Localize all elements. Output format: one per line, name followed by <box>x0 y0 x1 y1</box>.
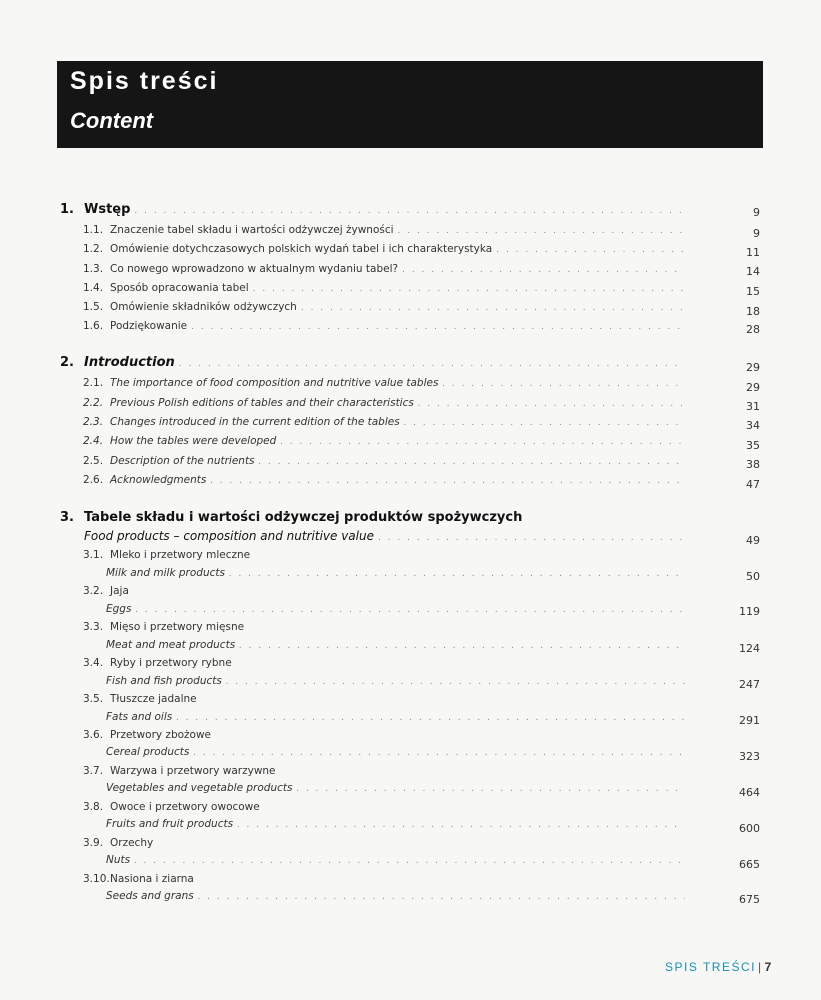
toc-section-1[interactable] <box>60 202 685 217</box>
item-page: 124 <box>739 642 760 655</box>
item-number: 3.9. <box>83 837 104 849</box>
section-title: Introduction <box>84 355 175 370</box>
page-footer: SPIS TREŚCI | 7 <box>665 960 773 974</box>
item-number: 1.4. <box>83 282 104 294</box>
section-number: 2. <box>60 355 74 370</box>
dot-leader <box>398 226 685 236</box>
toc-item-en[interactable] <box>106 818 685 830</box>
item-text: Acknowledgments <box>110 474 207 486</box>
dot-leader <box>418 399 685 409</box>
dot-leader <box>402 265 685 275</box>
item-page: 291 <box>739 714 760 727</box>
item-page: 11 <box>746 246 760 259</box>
item-text: Nasiona i ziarna <box>110 873 194 885</box>
section-number: 3. <box>60 510 74 525</box>
title-polish: Spis treści <box>70 67 219 95</box>
item-number: 2.3. <box>83 416 104 428</box>
section-subtitle-text: Food products – composition and nutritive value <box>84 529 374 543</box>
item-page: 9 <box>753 227 760 240</box>
dot-leader <box>301 303 685 313</box>
item-text: Co nowego wprowadzono w aktualnym wydaniu tabel? <box>110 263 399 275</box>
toc-item-pl[interactable] <box>83 693 685 705</box>
toc-item-pl[interactable] <box>83 837 685 849</box>
toc-item-en[interactable] <box>106 603 685 615</box>
item-text-en: Fats and oils <box>106 711 173 723</box>
item-text: Przetwory zbożowe <box>110 729 212 741</box>
dot-leader <box>496 245 685 255</box>
item-text-en: Fish and fish products <box>106 675 222 687</box>
item-text: Jaja <box>110 585 129 597</box>
item-text: Orzechy <box>110 837 154 849</box>
item-page: 14 <box>746 265 760 278</box>
title-english: Content <box>70 108 154 133</box>
item-text-en: Meat and meat products <box>106 639 236 651</box>
item-number: 3.10. <box>83 873 110 885</box>
item-text: Mleko i przetwory mleczne <box>110 549 251 561</box>
item-number: 3.3. <box>83 621 104 633</box>
dot-leader <box>193 748 685 758</box>
toc-section-3[interactable] <box>60 510 685 525</box>
item-page: 600 <box>739 822 760 835</box>
toc-header <box>57 61 763 148</box>
dot-leader <box>239 641 685 651</box>
toc-item[interactable] <box>83 243 685 255</box>
item-text: Omówienie składników odżywczych <box>110 301 297 313</box>
item-page: 38 <box>746 458 760 471</box>
item-text: Description of the nutrients <box>110 455 255 467</box>
dot-leader <box>237 820 685 830</box>
section-page: 49 <box>746 534 760 547</box>
section-number: 1. <box>60 202 74 217</box>
item-page: 323 <box>739 750 760 763</box>
item-number: 3.4. <box>83 657 104 669</box>
toc-item-pl[interactable] <box>83 621 685 633</box>
item-page: 675 <box>739 893 760 906</box>
dot-leader <box>442 379 685 389</box>
toc-item[interactable] <box>83 224 685 236</box>
item-text: Warzywa i przetwory warzywne <box>110 765 276 777</box>
item-number: 2.6. <box>83 474 104 486</box>
dot-leader <box>134 856 685 866</box>
item-page: 50 <box>746 570 760 583</box>
item-text: Tłuszcze jadalne <box>110 693 197 705</box>
section-page: 29 <box>746 361 760 374</box>
toc-item-en[interactable] <box>106 746 685 758</box>
toc-item-pl[interactable] <box>83 585 685 597</box>
item-text-en: Vegetables and vegetable products <box>106 782 293 794</box>
toc-item-en[interactable] <box>106 711 685 723</box>
dot-leader <box>191 322 685 332</box>
item-number: 2.4. <box>83 435 104 447</box>
item-number: 3.7. <box>83 765 104 777</box>
item-text: Previous Polish editions of tables and their characteristics <box>110 397 414 409</box>
toc-item-en[interactable] <box>106 782 685 794</box>
section-title: Tabele składu i wartości odżywczej produktów spożywczych <box>84 510 523 525</box>
toc-item[interactable] <box>83 397 685 409</box>
item-text-en: Nuts <box>106 854 131 866</box>
dot-leader <box>296 784 685 794</box>
dot-leader <box>198 892 685 902</box>
item-text-en: Eggs <box>106 603 132 615</box>
dot-leader <box>179 359 685 369</box>
item-page: 464 <box>739 786 760 799</box>
item-text: Omówienie dotychczasowych polskich wydań tabel i ich charakterystyka <box>110 243 493 255</box>
item-text-en: Cereal products <box>106 746 190 758</box>
item-number: 1.5. <box>83 301 104 313</box>
dot-leader <box>259 457 685 467</box>
toc-item-pl[interactable] <box>83 873 685 885</box>
item-number: 1.1. <box>83 224 104 236</box>
dot-leader <box>135 605 685 615</box>
item-text: Ryby i przetwory rybne <box>110 657 232 669</box>
item-page: 34 <box>746 419 760 432</box>
item-text: Owoce i przetwory owocowe <box>110 801 260 813</box>
toc-item[interactable] <box>83 301 685 313</box>
item-text-en: Fruits and fruit products <box>106 818 234 830</box>
item-page: 15 <box>746 285 760 298</box>
dot-leader <box>229 569 685 579</box>
toc-item-en[interactable] <box>106 890 685 902</box>
item-page: 28 <box>746 323 760 336</box>
item-text: The importance of food composition and nutritive value tables <box>110 377 439 389</box>
item-page: 31 <box>746 400 760 413</box>
toc-item[interactable] <box>83 320 685 332</box>
item-text: Changes introduced in the current edition of the tables <box>110 416 400 428</box>
item-number: 3.5. <box>83 693 104 705</box>
item-number: 1.6. <box>83 320 104 332</box>
item-text: Sposób opracowania tabel <box>110 282 249 294</box>
dot-leader <box>226 677 685 687</box>
item-number: 2.2. <box>83 397 104 409</box>
item-page: 119 <box>739 605 760 618</box>
section-subtitle[interactable] <box>84 529 685 543</box>
toc-item-en[interactable] <box>106 639 685 651</box>
item-page: 665 <box>739 858 760 871</box>
toc-item-pl[interactable] <box>83 657 685 669</box>
dot-leader <box>378 533 685 543</box>
toc-item-pl[interactable] <box>83 729 685 741</box>
toc-item-en[interactable] <box>106 567 685 579</box>
item-number: 3.1. <box>83 549 104 561</box>
item-number: 2.1. <box>83 377 104 389</box>
item-text: How the tables were developed <box>110 435 277 447</box>
dot-leader <box>134 206 685 216</box>
item-page: 247 <box>739 678 760 691</box>
section-page: 9 <box>753 206 760 219</box>
item-text-en: Milk and milk products <box>106 567 225 579</box>
item-text-en: Seeds and grans <box>106 890 194 902</box>
item-page: 18 <box>746 305 760 318</box>
item-number: 3.6. <box>83 729 104 741</box>
dot-leader <box>210 476 685 486</box>
dot-leader <box>176 713 685 723</box>
item-page: 47 <box>746 478 760 491</box>
toc-item[interactable] <box>83 416 685 428</box>
toc-item-en[interactable] <box>106 675 685 687</box>
item-text: Mięso i przetwory mięsne <box>110 621 245 633</box>
item-page: 35 <box>746 439 760 452</box>
item-number: 1.3. <box>83 263 104 275</box>
toc-item-en[interactable] <box>106 854 685 866</box>
toc-item-pl[interactable] <box>83 549 685 561</box>
item-number: 2.5. <box>83 455 104 467</box>
toc-section-2[interactable] <box>60 355 685 370</box>
item-text: Znaczenie tabel składu i wartości odżywczej żywności <box>110 224 394 236</box>
item-number: 3.8. <box>83 801 104 813</box>
toc-item[interactable] <box>83 377 685 389</box>
toc-item-pl[interactable] <box>83 765 685 777</box>
item-text: Podziękowanie <box>110 320 188 332</box>
item-page: 29 <box>746 381 760 394</box>
page-number: 7 <box>764 960 773 974</box>
section-title: Wstęp <box>84 202 131 217</box>
dot-leader <box>253 284 685 294</box>
footer-label: SPIS TREŚCI <box>665 960 756 974</box>
item-number: 3.2. <box>83 585 104 597</box>
toc-item[interactable] <box>83 435 685 447</box>
dot-leader <box>404 418 685 428</box>
toc-item[interactable] <box>83 474 685 486</box>
item-number: 1.2. <box>83 243 104 255</box>
dot-leader <box>280 437 685 447</box>
toc-item[interactable] <box>83 282 685 294</box>
toc-item[interactable] <box>83 263 685 275</box>
toc-item-pl[interactable] <box>83 801 685 813</box>
toc-item[interactable] <box>83 455 685 467</box>
